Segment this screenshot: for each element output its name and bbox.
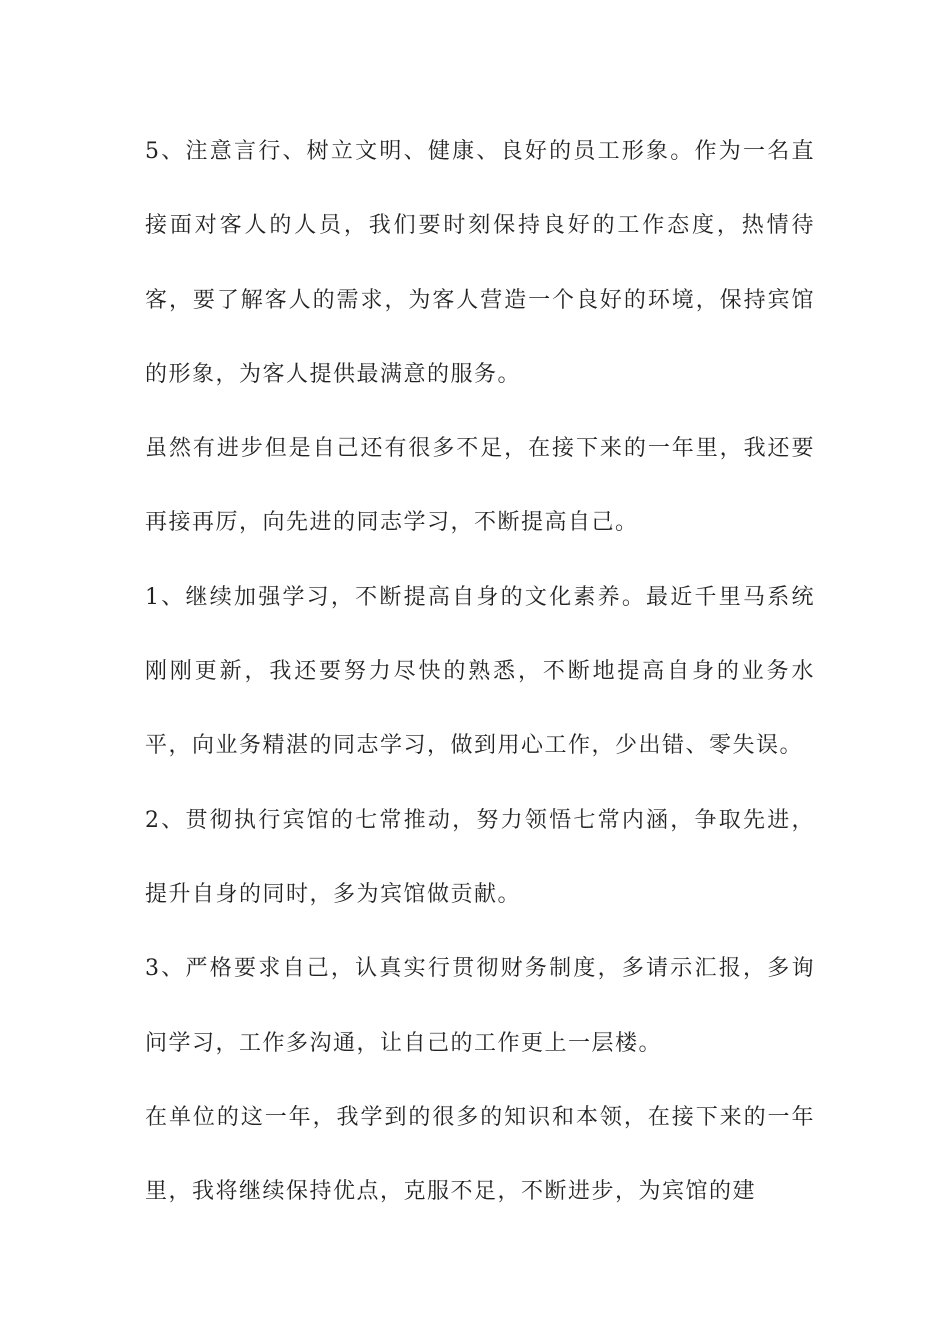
paragraph-employee-image: 5、注意言行、树立文明、健康、良好的员工形象。作为一名直接面对客人的人员，我们要时刻保持良好的工作态度，热情待客，要了解客人的需求，为客人营造一个良好的环境，保持宾馆的形象，为客人提供最满意的服务。 (145, 139, 815, 387)
paragraph-year-summary: 在单位的这一年，我学到的很多的知识和本领，在接下来的一年里，我将继续保持优点，克服不足，不断进步，为宾馆的建 (145, 1104, 815, 1205)
paragraph-shortcomings: 虽然有进步但是自己还有很多不足，在接下来的一年里，我还要再接再厉，向先进的同志学习，不断提高自己。 (145, 436, 815, 536)
paragraph-seven-standards: 2、贯彻执行宾馆的七常推动，努力领悟七常内涵，争取先进，提升自身的同时，多为宾馆做贡献。 (145, 807, 815, 907)
paragraph-study: 1、继续加强学习，不断提高自身的文化素养。最近千里马系统刚刚更新，我还要努力尽快的熟悉，不断地提高自身的业务水平，向业务精湛的同志学习，做到用心工作，少出错、零失误。 (145, 584, 815, 759)
paragraph-strict-requirements: 3、严格要求自己，认真实行贯彻财务制度，多请示汇报，多询问学习，工作多沟通，让自己的工作更上一层楼。 (145, 956, 815, 1056)
document-body (145, 115, 815, 1229)
